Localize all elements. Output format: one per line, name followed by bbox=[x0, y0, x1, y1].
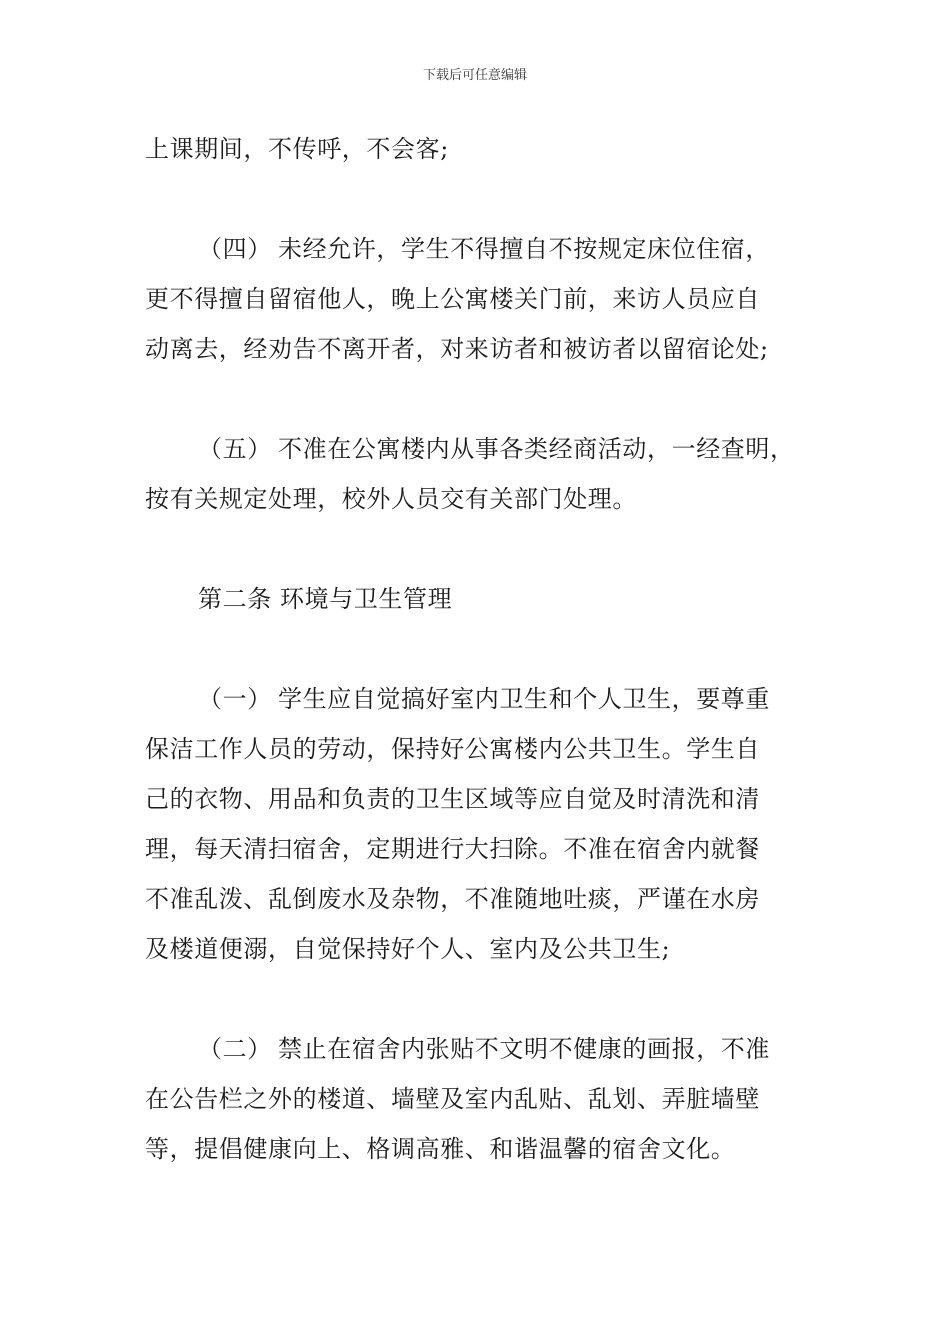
clause-five-line-2: 按有关规定处理，校外人员交有关部门处理。 bbox=[145, 485, 637, 513]
clause-marker: （一） bbox=[198, 685, 272, 713]
env-clause-two-line-2: 在公告栏之外的楼道、墙壁及室内乱贴、乱划、弄脏墙壁 bbox=[145, 1085, 760, 1113]
env-clause-two-line-3: 等，提倡健康向上、格调高雅、和谐温馨的宿舍文化。 bbox=[145, 1135, 736, 1163]
clause-four-line-2: 更不得擅自留宿他人，晚上公寓楼关门前，来访人员应自 bbox=[145, 285, 760, 313]
clause-four-line-3: 动离去，经劝告不离开者，对来访者和被访者以留宿论处; bbox=[145, 335, 769, 363]
env-clause-one-line-6: 及楼道便溺，自觉保持好个人、室内及公共卫生; bbox=[145, 935, 671, 963]
article-two-heading: 第二条 环境与卫生管理 bbox=[198, 585, 453, 613]
body-line: 上课期间，不传呼，不会客; bbox=[145, 135, 449, 163]
env-clause-one-line-5: 不准乱泼、乱倒废水及杂物，不准随地吐痰，严谨在水房 bbox=[145, 885, 760, 913]
clause-marker: （四） bbox=[198, 235, 272, 263]
env-clause-one-line-4: 理，每天清扫宿舍，定期进行大扫除。不准在宿舍内就餐 bbox=[145, 835, 760, 863]
clause-marker: （五） bbox=[198, 435, 272, 463]
clause-marker: （二） bbox=[198, 1035, 272, 1063]
env-clause-one-line-2: 保洁工作人员的劳动，保持好公寓楼内公共卫生。学生自 bbox=[145, 735, 760, 763]
page-header: 下载后可任意编辑 bbox=[422, 68, 527, 83]
env-clause-two-line-1 bbox=[198, 1033, 770, 1065]
clause-text: 未经允许，学生不得擅自不按规定床位住宿， bbox=[278, 235, 770, 263]
env-clause-one-line-3: 己的衣物、用品和负责的卫生区域等应自觉及时清洗和清 bbox=[145, 785, 760, 813]
clause-text: 学生应自觉搞好室内卫生和个人卫生，要尊重 bbox=[278, 685, 770, 713]
clause-five-line-1 bbox=[198, 433, 795, 465]
clause-text: 不准在公寓楼内从事各类经商活动，一经查明， bbox=[278, 435, 795, 463]
clause-four-line-1 bbox=[198, 233, 770, 265]
clause-text: 禁止在宿舍内张贴不文明不健康的画报，不准 bbox=[278, 1035, 770, 1063]
env-clause-one-line-1 bbox=[198, 683, 770, 715]
